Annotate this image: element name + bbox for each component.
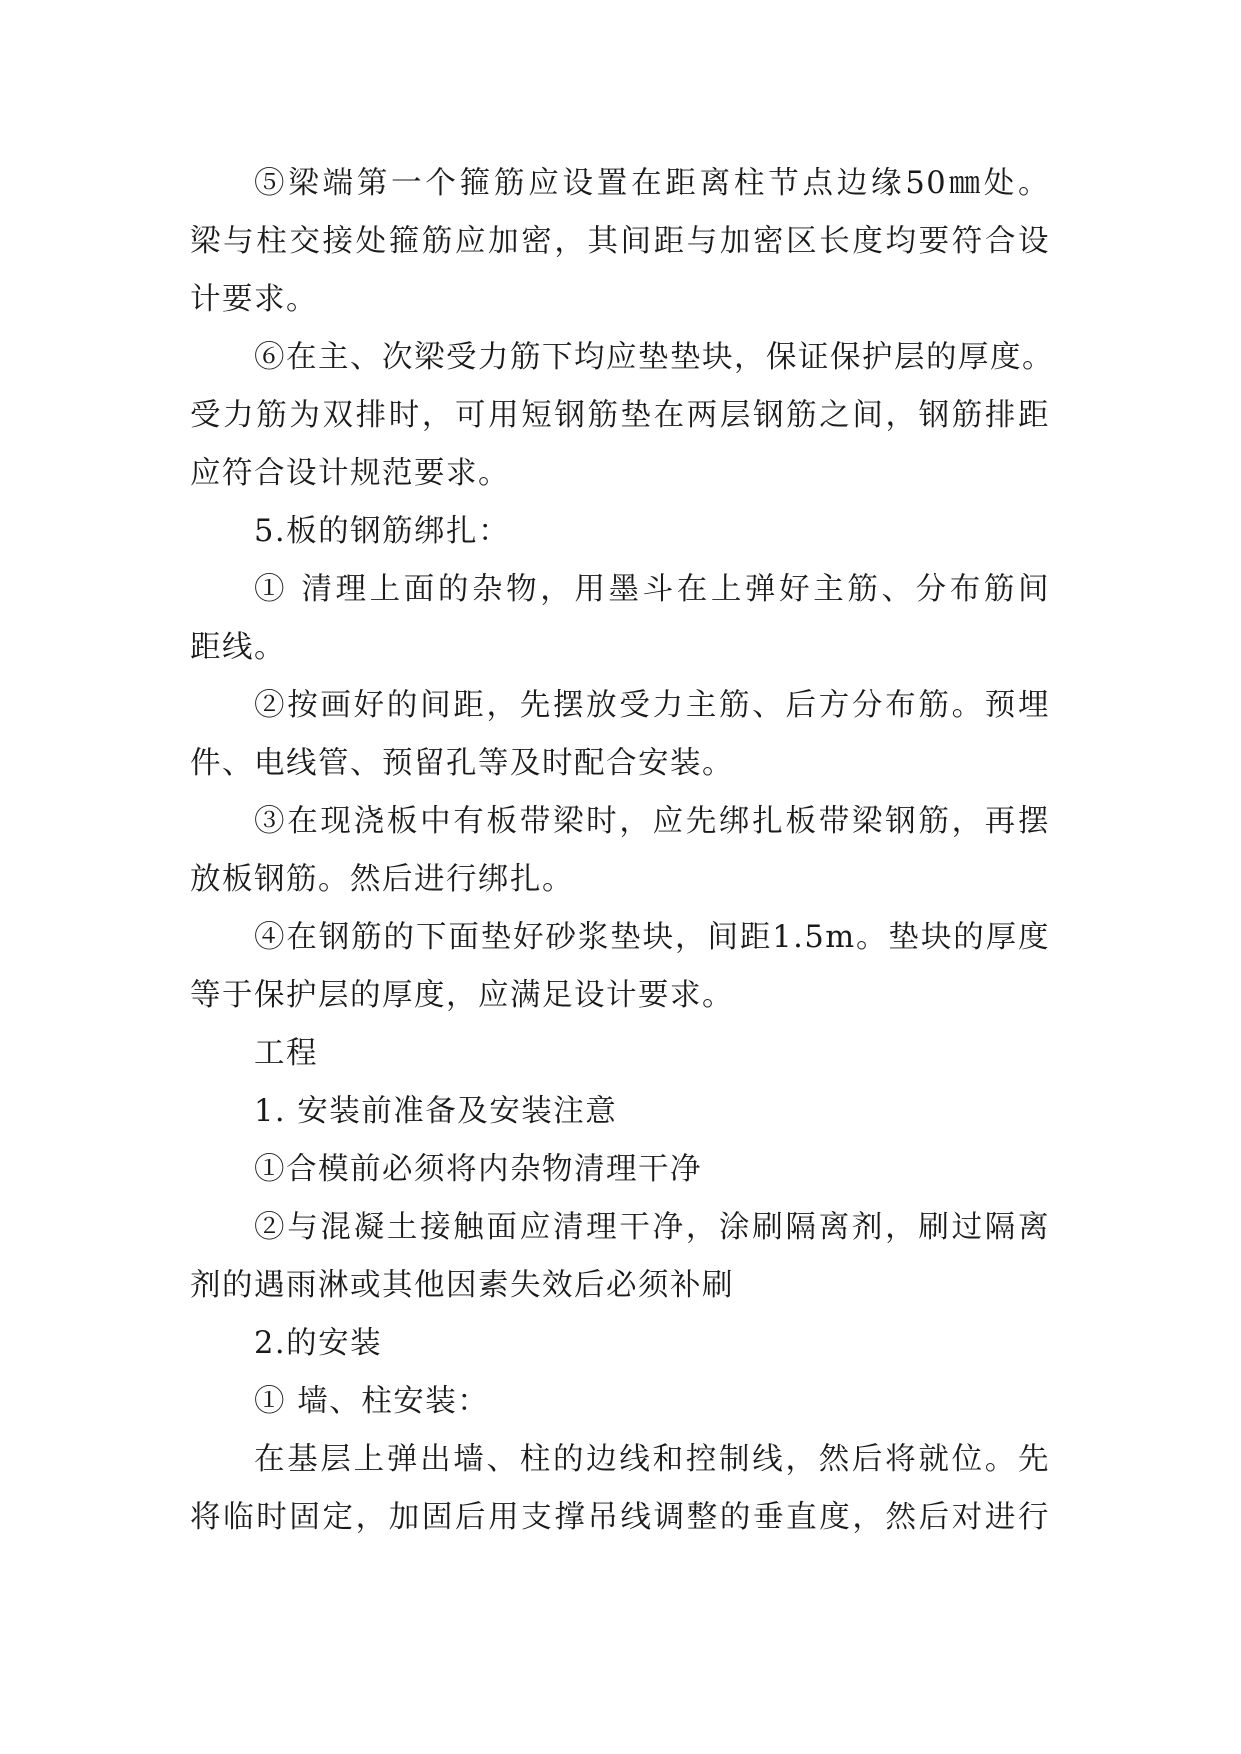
section-heading: 5.板的钢筋绑扎： — [254, 514, 511, 549]
paragraph-line: ⑤梁端第一个箍筋应设置在距离柱节点边缘50㎜处。 — [254, 166, 1050, 201]
paragraph-line: ④在钢筋的下面垫好砂浆垫块，间距1.5m。垫块的厚度 — [254, 920, 1050, 955]
paragraph-line: 放板钢筋。然后进行绑扎。 — [190, 862, 574, 897]
section-heading: 工程 — [254, 1036, 318, 1071]
paragraph-line: 应符合设计规范要求。 — [190, 456, 510, 491]
paragraph-line: 受力筋为双排时，可用短钢筋垫在两层钢筋之间，钢筋排距 — [190, 398, 1050, 433]
paragraph-line: ②按画好的间距，先摆放受力主筋、后方分布筋。预埋 — [254, 688, 1050, 723]
paragraph-line: ⑥在主、次梁受力筋下均应垫垫块，保证保护层的厚度。 — [254, 340, 1054, 375]
paragraph-line: ②与混凝土接触面应清理干净，涂刷隔离剂，刷过隔离 — [254, 1210, 1050, 1245]
paragraph-line: 等于保护层的厚度，应满足设计要求。 — [190, 978, 734, 1013]
section-heading: 2.的安装 — [254, 1326, 383, 1361]
section-heading: 1. 安装前准备及安装注意 — [254, 1094, 618, 1129]
paragraph-line: 计要求。 — [190, 282, 318, 317]
paragraph-line: ① 清理上面的杂物，用墨斗在上弹好主筋、分布筋间 — [254, 572, 1050, 607]
paragraph-line: 件、电线管、预留孔等及时配合安装。 — [190, 746, 734, 781]
paragraph-line: 在基层上弹出墙、柱的边线和控制线，然后将就位。先 — [254, 1442, 1050, 1477]
section-heading: ① 墙、柱安装： — [254, 1384, 490, 1419]
paragraph-line: 梁与柱交接处箍筋应加密，其间距与加密区长度均要符合设 — [190, 224, 1050, 259]
paragraph-line: 剂的遇雨淋或其他因素失效后必须补刷 — [190, 1268, 734, 1303]
document-body — [190, 155, 1054, 1547]
paragraph-line: ③在现浇板中有板带梁时，应先绑扎板带梁钢筋，再摆 — [254, 804, 1050, 839]
paragraph-line: 距线。 — [190, 630, 286, 665]
paragraph-line: ①合模前必须将内杂物清理干净 — [254, 1152, 702, 1187]
paragraph-line: 将临时固定，加固后用支撑吊线调整的垂直度，然后对进行 — [190, 1500, 1050, 1535]
